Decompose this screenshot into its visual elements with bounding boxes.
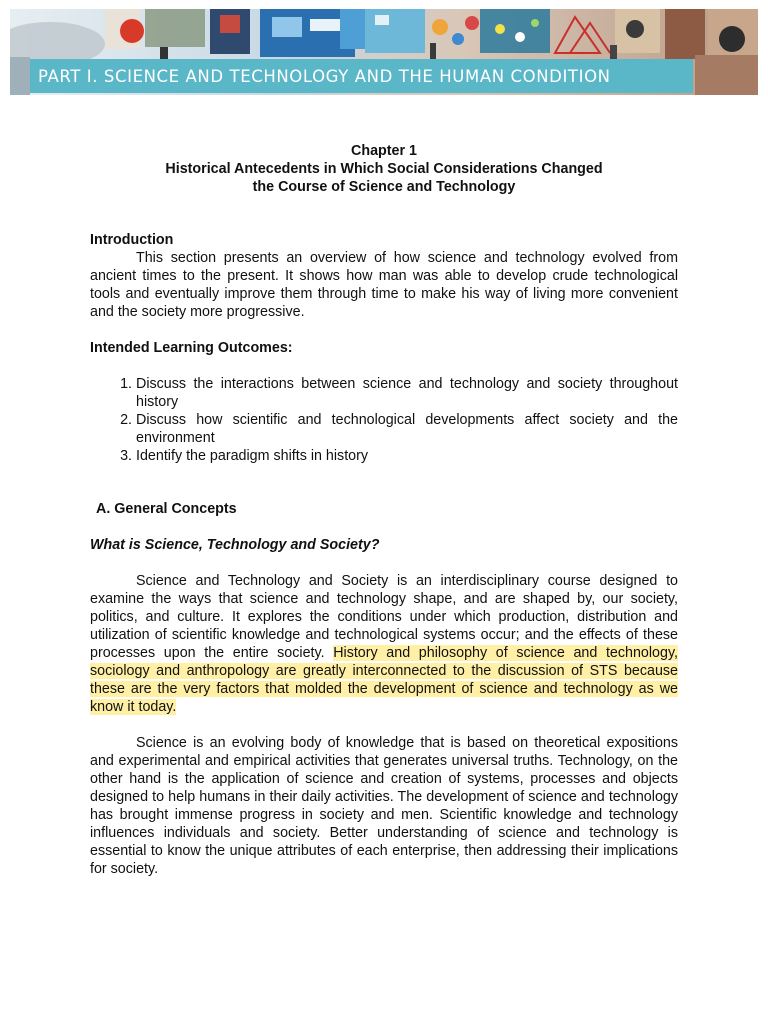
- outcome-item: 2. Discuss how scientific and technological developments affect society and the environment: [136, 411, 678, 447]
- outcome-item: 1. Discuss the interactions between science and technology and society throughout history: [136, 375, 678, 411]
- introduction-heading: Introduction: [90, 232, 174, 248]
- outcome-item: 3. Identify the paradigm shifts in history: [136, 447, 678, 465]
- chapter-number: Chapter 1: [351, 143, 417, 159]
- sts-paragraph-2: Science is an evolving body of knowledge that is based on theoretical expositions and experimental and empirical activities that generates universal truths. Technology, on the other hand is the application of science and creation of systems, processes and objects designed to help humans in their daily activities. The development of science and technology has brought immense progress in society and men. Scientific knowledge and technology influences individuals and society. Better understanding of science and technology is essential to know the unique attributes of each enterprise, then addressing their implications for society.: [90, 735, 678, 877]
- highlighted-text: History and philosophy of science and technology, sociology and anthropology are greatly interconnected to the discussion of STS because these are the very factors that molded the development of science and technology as we know it today.: [90, 645, 679, 715]
- sts-paragraph-1: [90, 572, 678, 716]
- document-body: [90, 142, 678, 878]
- sts-question-heading: What is Science, Technology and Society?: [90, 537, 380, 553]
- outcomes-heading: Intended Learning Outcomes:: [90, 340, 293, 356]
- introduction-paragraph: This section presents an overview of how science and technology evolved from ancient times to the present. It shows how man was able to develop crude technological tools and eventually improve them through time to make his way of living more convenient and the society more progressive.: [90, 250, 678, 320]
- header-banner: [10, 9, 758, 95]
- sts-paragraph-1-text: Science and Technology and Society is an interdisciplinary course designed to examine the ways that science and technology shape, and are shaped by, our society, politics, and culture. It explores the conditions under which production, distribution and utilization of scientific knowledge and technological systems occur; and the effects of these processes upon the entire society.: [90, 573, 678, 661]
- outcomes-list: [90, 375, 678, 465]
- banner-title-strip: [30, 59, 693, 93]
- banner-title: PART I. SCIENCE AND TECHNOLOGY AND THE HUMAN CONDITION: [38, 66, 611, 86]
- chapter-title-line2: the Course of Science and Technology: [252, 179, 516, 195]
- chapter-title-line1: Historical Antecedents in Which Social Considerations Changed: [165, 161, 603, 177]
- general-concepts-heading: A. General Concepts: [96, 501, 237, 517]
